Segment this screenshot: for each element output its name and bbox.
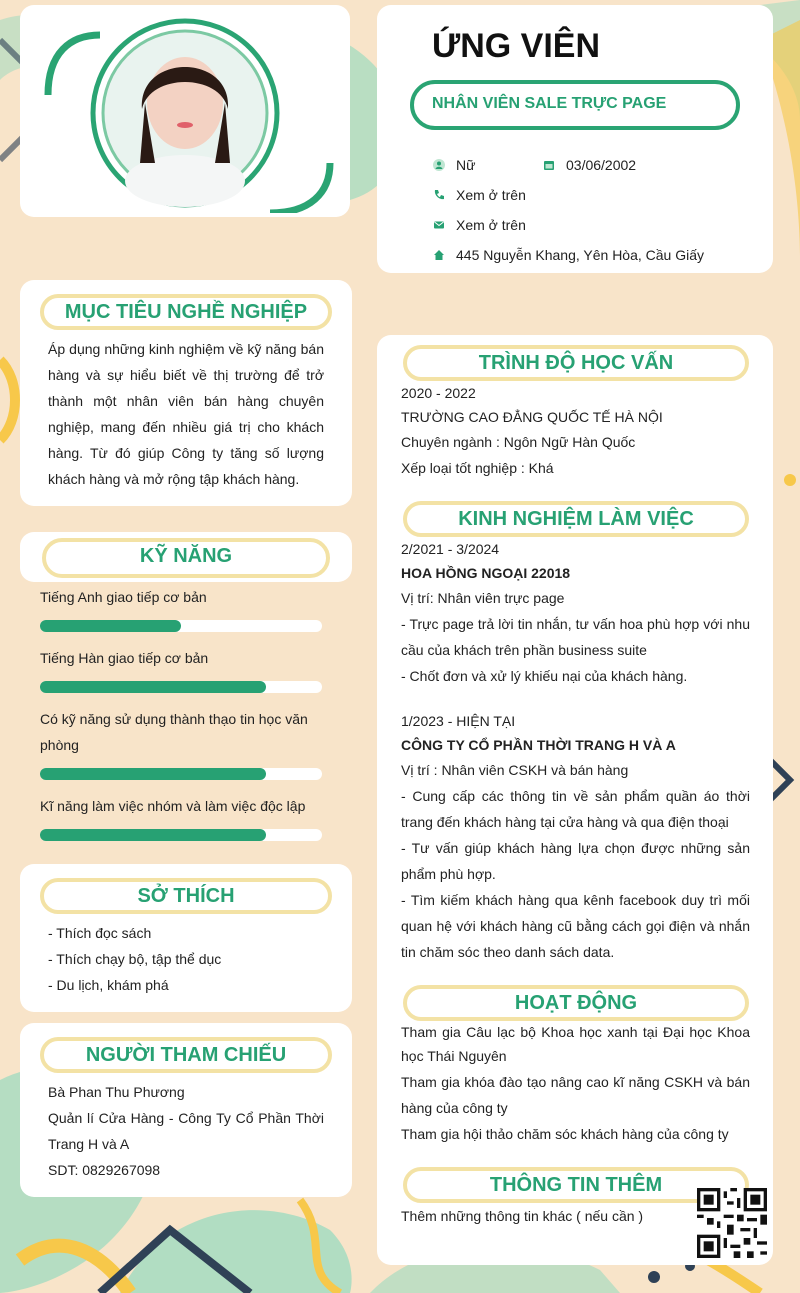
education-school: TRƯỜNG CAO ĐẲNG QUỐC TẾ HÀ NỘI — [401, 409, 663, 425]
hobby-item: - Du lịch, khám phá — [48, 977, 169, 993]
gender-text: Nữ — [456, 157, 476, 173]
experience-heading: KINH NGHIỆM LÀM VIỆC — [403, 501, 749, 537]
phone-row — [432, 187, 526, 203]
dob-row — [542, 157, 636, 173]
activity-item: Tham gia hội thảo chăm sóc khách hàng của công ty — [401, 1126, 729, 1142]
skills-card — [20, 532, 352, 582]
objective-text: Áp dụng những kinh nghiệm về kỹ năng bán hàng và sự hiểu biết về thị trường để trở thành một nhân viên bán hàng chuyên nghiệp, mang đến nhiều giá trị cho khách hàng. Từ đó giúp Công ty tăng số lượng khách hàng và mở rộng tập khách hàng. — [48, 341, 324, 487]
extra-text: Thêm những thông tin khác ( nếu cần ) — [401, 1208, 644, 1224]
job-2-period: 1/2023 - HIỆN TẠI — [401, 713, 516, 729]
reference-phone: SDT: 0829267098 — [48, 1162, 161, 1178]
job-1-period: 2/2021 - 3/2024 — [401, 541, 500, 557]
email-text: Xem ở trên — [456, 217, 526, 233]
objective-card — [20, 280, 352, 506]
phone-text: Xem ở trên — [456, 187, 526, 203]
gender-row — [432, 157, 475, 173]
header-card — [377, 5, 773, 273]
reference-heading: NGƯỜI THAM CHIẾU — [40, 1037, 332, 1073]
job-2-detail: - Tìm kiếm khách hàng qua kênh facebook duy trì mối quan hệ với khách hàng cũ bằng cách gọi điện và nhắn tin chăm sóc theo danh sách data. — [401, 892, 750, 960]
skill-1-label: Tiếng Anh giao tiếp cơ bản — [40, 589, 207, 605]
page-title: ỨNG VIÊN — [432, 27, 601, 65]
skill-4-bar — [40, 829, 322, 841]
objective-heading: MỤC TIÊU NGHỀ NGHIỆP — [40, 294, 332, 330]
job-2-company: CÔNG TY CỔ PHẦN THỜI TRANG H VÀ A — [401, 737, 676, 753]
skill-4-label: Kĩ năng làm việc nhóm và làm việc độc lập — [40, 798, 306, 814]
skills-heading: KỸ NĂNG — [42, 538, 330, 578]
activity-item: Tham gia khóa đào tạo nâng cao kĩ năng CSKH và bán hàng của công ty — [401, 1074, 750, 1116]
person-icon — [432, 158, 446, 172]
position-pill — [410, 80, 740, 130]
email-icon — [432, 218, 446, 232]
qr-code — [697, 1188, 767, 1258]
skill-2-label: Tiếng Hàn giao tiếp cơ bản — [40, 650, 209, 666]
education-period: 2020 - 2022 — [401, 385, 476, 401]
avatar-frame — [40, 13, 340, 213]
phone-icon — [432, 188, 446, 202]
skill-1-bar — [40, 620, 322, 632]
job-1-company: HOA HỒNG NGOẠI 22018 — [401, 565, 571, 581]
job-1-role: Vị trí: Nhân viên trực page — [401, 590, 565, 606]
skill-3-bar — [40, 768, 322, 780]
skill-1-fill — [40, 620, 181, 632]
hobby-item: - Thích chạy bộ, tập thể dục — [48, 951, 222, 967]
job-2-detail: - Cung cấp các thông tin về sản phẩm quần áo thời trang đến khách hàng tại cửa hàng và qua điện thoại — [401, 788, 750, 830]
hobbies-card — [20, 864, 352, 1012]
dob-text: 03/06/2002 — [566, 157, 637, 173]
skill-4-fill — [40, 829, 266, 841]
job-1-detail: - Trực page trả lời tin nhắn, tư vấn hoa phù hợp với nhu cầu của khách trên phần business suite — [401, 616, 750, 658]
hobbies-heading: SỞ THÍCH — [40, 878, 332, 914]
skill-2-bar — [40, 681, 322, 693]
address-text: 445 Nguyễn Khang, Yên Hòa, Cầu Giấy — [456, 247, 705, 263]
activity-item: Tham gia Câu lạc bộ Khoa học xanh tại Đại học Khoa học Thái Nguyên — [401, 1024, 750, 1064]
address-row — [432, 247, 704, 263]
job-1-detail: - Chốt đơn và xử lý khiếu nại của khách hàng. — [401, 668, 688, 684]
education-heading: TRÌNH ĐỘ HỌC VẤN — [403, 345, 749, 381]
skill-3-fill — [40, 768, 266, 780]
hobby-item: - Thích đọc sách — [48, 925, 152, 941]
skill-2-fill — [40, 681, 266, 693]
education-major: Chuyên ngành : Ngôn Ngữ Hàn Quốc — [401, 434, 636, 450]
reference-role: Quản lí Cửa Hàng - Công Ty Cổ Phần Thời Trang H và A — [48, 1110, 324, 1152]
email-row — [432, 217, 526, 233]
activities-heading: HOẠT ĐỘNG — [403, 985, 749, 1021]
reference-name: Bà Phan Thu Phương — [48, 1084, 185, 1100]
job-2-detail: - Tư vấn giúp khách hàng lựa chọn được những sản phẩm phù hợp. — [401, 840, 750, 882]
position-title: NHÂN VIÊN SALE TRỰC PAGE — [432, 95, 667, 112]
calendar-icon — [542, 158, 556, 172]
skill-3-label: Có kỹ năng sử dụng thành thạo tin học văn phòng — [40, 711, 308, 753]
education-grade: Xếp loại tốt nghiệp : Khá — [401, 460, 554, 476]
home-icon — [432, 248, 446, 262]
main-card — [377, 335, 773, 1265]
extra-heading: THÔNG TIN THÊM — [403, 1167, 749, 1203]
avatar-card — [20, 5, 350, 217]
reference-card — [20, 1023, 352, 1197]
job-2-role: Vị trí : Nhân viên CSKH và bán hàng — [401, 762, 629, 778]
